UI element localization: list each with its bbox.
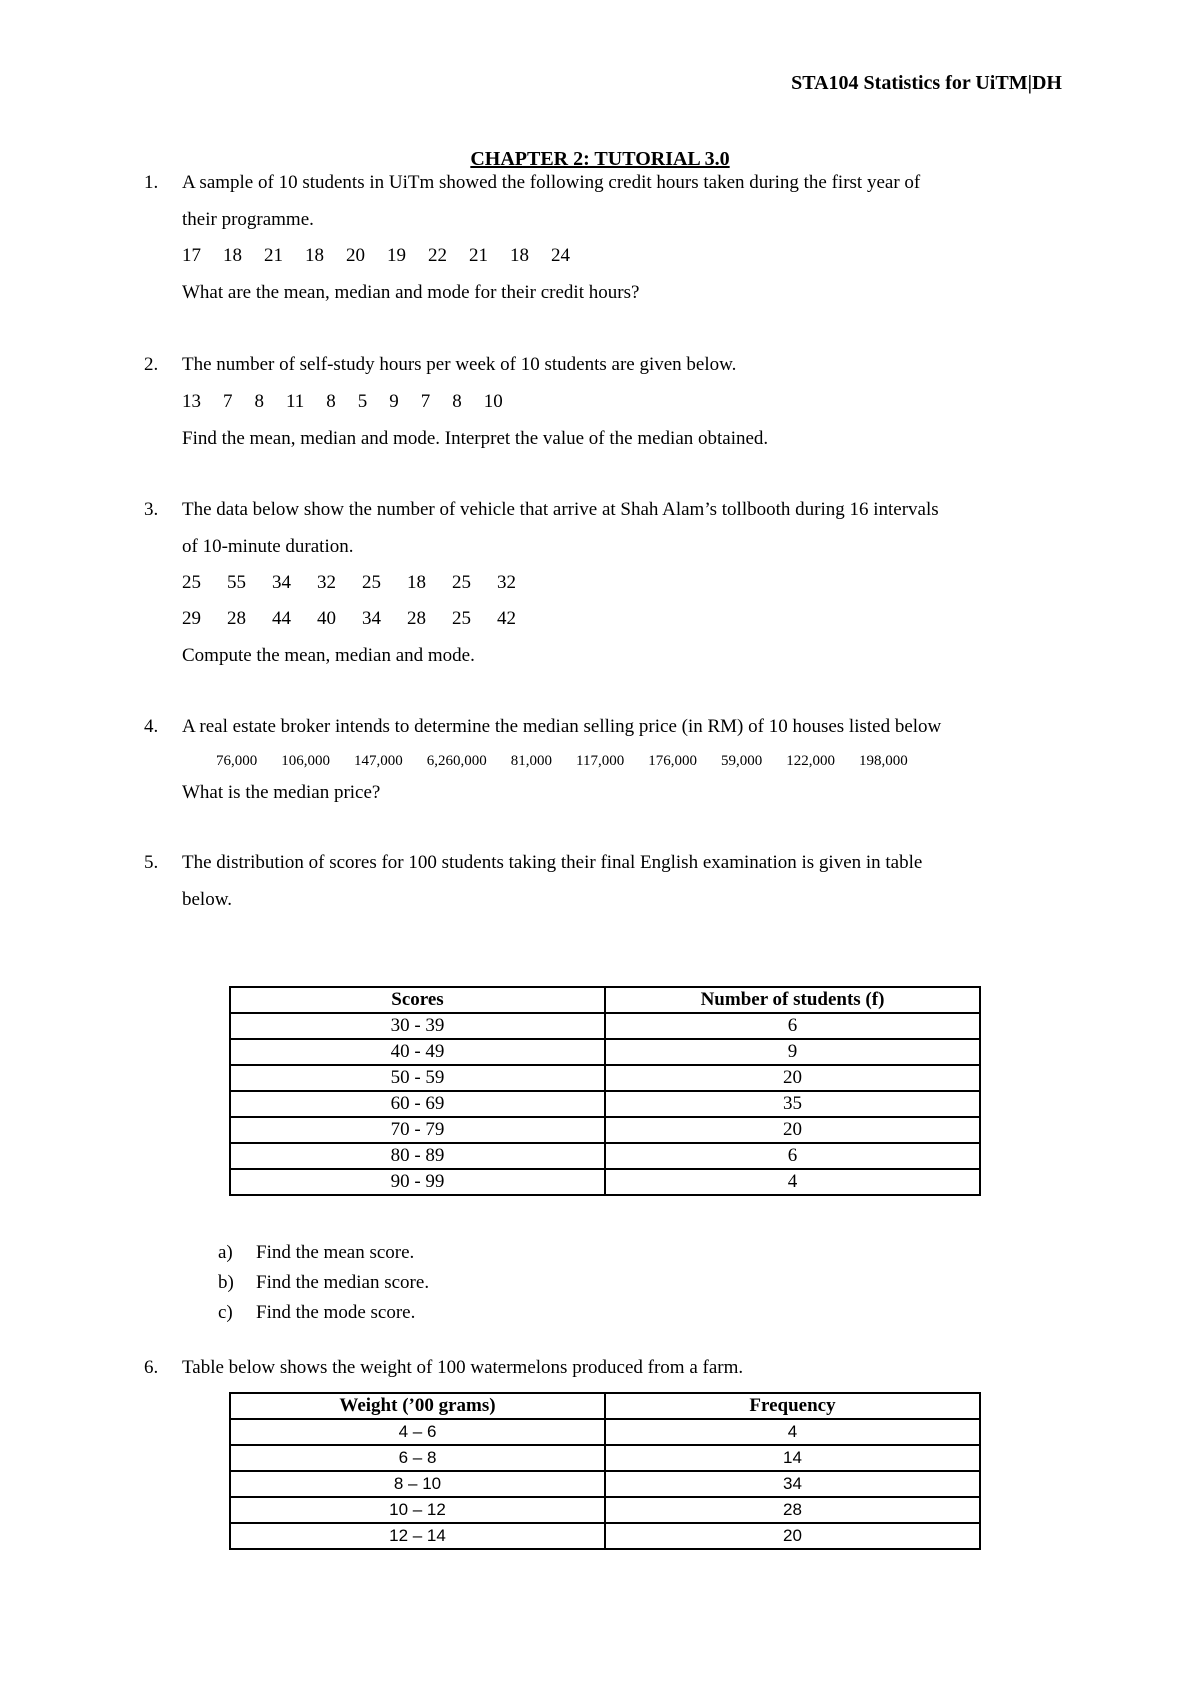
sub-question-text: Find the mean score. [256, 1242, 415, 1263]
data-values [182, 391, 525, 413]
table-header-row [230, 987, 980, 1013]
data-value: 34 [272, 572, 291, 593]
table-cell: 35 [605, 1091, 980, 1117]
table-cell: 14 [605, 1445, 980, 1471]
question-number: 5. [144, 852, 159, 873]
price-value: 76,000 [216, 753, 258, 769]
price-value: 117,000 [576, 753, 625, 769]
sub-question [218, 1242, 414, 1264]
table-cell: 60 - 69 [230, 1091, 605, 1117]
data-value: 40 [317, 608, 336, 629]
table-header-row [230, 1393, 980, 1419]
price-value: 176,000 [648, 753, 697, 769]
table-cell: 6 – 8 [230, 1445, 605, 1471]
price-value: 106,000 [281, 753, 330, 769]
table-row [230, 1039, 980, 1065]
price-value: 122,000 [786, 753, 835, 769]
question-number: 4. [144, 716, 159, 737]
data-value: 25 [362, 572, 381, 593]
table-cell: 30 - 39 [230, 1013, 605, 1039]
scores-table [229, 986, 981, 1196]
table-row [230, 1013, 980, 1039]
table-cell: 4 [605, 1169, 980, 1195]
sub-question-text: Find the mode score. [256, 1302, 416, 1323]
column-header: Weight (’00 grams) [230, 1393, 605, 1419]
data-value: 18 [510, 245, 529, 266]
question-text: The number of self-study hours per week of 10 students are given below. [182, 354, 737, 375]
data-value: 34 [362, 608, 381, 629]
question-text: below. [182, 889, 232, 910]
question-text: of 10-minute duration. [182, 536, 354, 557]
table-cell: 70 - 79 [230, 1117, 605, 1143]
table-row [230, 1445, 980, 1471]
data-value: 21 [469, 245, 488, 266]
table-cell: 20 [605, 1523, 980, 1549]
table-row [230, 1471, 980, 1497]
table-row [230, 1523, 980, 1549]
data-value: 18 [407, 572, 426, 593]
weight-table [229, 1392, 981, 1550]
data-value: 25 [182, 572, 201, 593]
question-number: 1. [144, 172, 159, 193]
price-list [216, 753, 932, 770]
question-text: The distribution of scores for 100 students taking their final English examination is given in table [182, 852, 923, 873]
question-prompt: What are the mean, median and mode for their credit hours? [182, 282, 640, 303]
data-value: 13 [182, 391, 201, 412]
data-value: 55 [227, 572, 246, 593]
data-value: 5 [357, 391, 368, 412]
table-cell: 80 - 89 [230, 1143, 605, 1169]
course-header: STA104 Statistics for UiTM|DH [791, 72, 1062, 94]
question-text: The data below show the number of vehicle that arrive at Shah Alam’s tollbooth during 16 intervals [182, 499, 939, 520]
table-row [230, 1091, 980, 1117]
data-value: 28 [407, 608, 426, 629]
price-value: 198,000 [858, 753, 908, 769]
data-row [182, 608, 542, 630]
table-cell: 20 [605, 1065, 980, 1091]
data-value: 25 [452, 608, 471, 629]
data-value: 7 [420, 391, 431, 412]
question-prompt: Compute the mean, median and mode. [182, 645, 475, 666]
question-number: 3. [144, 499, 159, 520]
table-cell: 6 [605, 1013, 980, 1039]
table-cell: 10 – 12 [230, 1497, 605, 1523]
data-value: 29 [182, 608, 201, 629]
table-cell: 40 - 49 [230, 1039, 605, 1065]
data-value: 21 [264, 245, 283, 266]
data-value: 10 [483, 391, 503, 412]
table-cell: 9 [605, 1039, 980, 1065]
price-value: 81,000 [510, 753, 552, 769]
data-value: 28 [227, 608, 246, 629]
data-value: 11 [286, 391, 305, 412]
column-header: Frequency [605, 1393, 980, 1419]
data-value: 18 [223, 245, 242, 266]
data-values [182, 245, 592, 267]
table-row [230, 1497, 980, 1523]
table-row [230, 1065, 980, 1091]
table-cell: 4 [605, 1419, 980, 1445]
table-row [230, 1169, 980, 1195]
data-value: 9 [389, 391, 399, 412]
table-cell: 4 – 6 [230, 1419, 605, 1445]
data-value: 8 [254, 391, 264, 412]
sub-question-text: Find the median score. [256, 1272, 430, 1293]
question-text: Table below shows the weight of 100 watermelons produced from a farm. [182, 1357, 744, 1378]
sub-question-letter: b) [218, 1272, 234, 1293]
question-prompt: Find the mean, median and mode. Interpret the value of the median obtained. [182, 428, 769, 449]
data-value: 8 [326, 391, 336, 412]
table-row [230, 1143, 980, 1169]
table-cell: 90 - 99 [230, 1169, 605, 1195]
data-value: 24 [551, 245, 570, 266]
question-text: A sample of 10 students in UiTm showed the following credit hours taken during the first year of [182, 172, 921, 193]
sub-question [218, 1302, 415, 1324]
data-value: 22 [428, 245, 447, 266]
data-value: 7 [223, 391, 233, 412]
table-cell: 6 [605, 1143, 980, 1169]
table-cell: 28 [605, 1497, 980, 1523]
data-value: 20 [346, 245, 365, 266]
data-value: 42 [497, 608, 516, 629]
question-number: 2. [144, 354, 159, 375]
data-value: 8 [452, 391, 462, 412]
data-value: 44 [272, 608, 291, 629]
data-value: 32 [317, 572, 336, 593]
data-value: 25 [452, 572, 471, 593]
data-row [182, 572, 542, 594]
price-value: 147,000 [354, 753, 403, 769]
question-number: 6. [144, 1357, 159, 1378]
question-text: A real estate broker intends to determine the median selling price (in RM) of 10 houses listed below [182, 716, 942, 737]
data-value: 18 [305, 245, 324, 266]
table-row [230, 1117, 980, 1143]
table-cell: 8 – 10 [230, 1471, 605, 1497]
sub-question-letter: a) [218, 1242, 233, 1263]
table-cell: 20 [605, 1117, 980, 1143]
price-value: 59,000 [720, 753, 763, 769]
data-value: 32 [497, 572, 516, 593]
table-row [230, 1419, 980, 1445]
question-prompt: What is the median price? [182, 782, 381, 803]
question-text: their programme. [182, 209, 314, 230]
price-value: 6,260,000 [426, 753, 487, 769]
page-title: CHAPTER 2: TUTORIAL 3.0 [470, 148, 730, 170]
data-value: 17 [182, 245, 201, 266]
column-header: Number of students (f) [605, 987, 980, 1013]
sub-question [218, 1272, 429, 1294]
column-header: Scores [230, 987, 605, 1013]
table-cell: 50 - 59 [230, 1065, 605, 1091]
sub-question-letter: c) [218, 1302, 233, 1323]
table-cell: 34 [605, 1471, 980, 1497]
data-value: 19 [387, 245, 406, 266]
table-cell: 12 – 14 [230, 1523, 605, 1549]
